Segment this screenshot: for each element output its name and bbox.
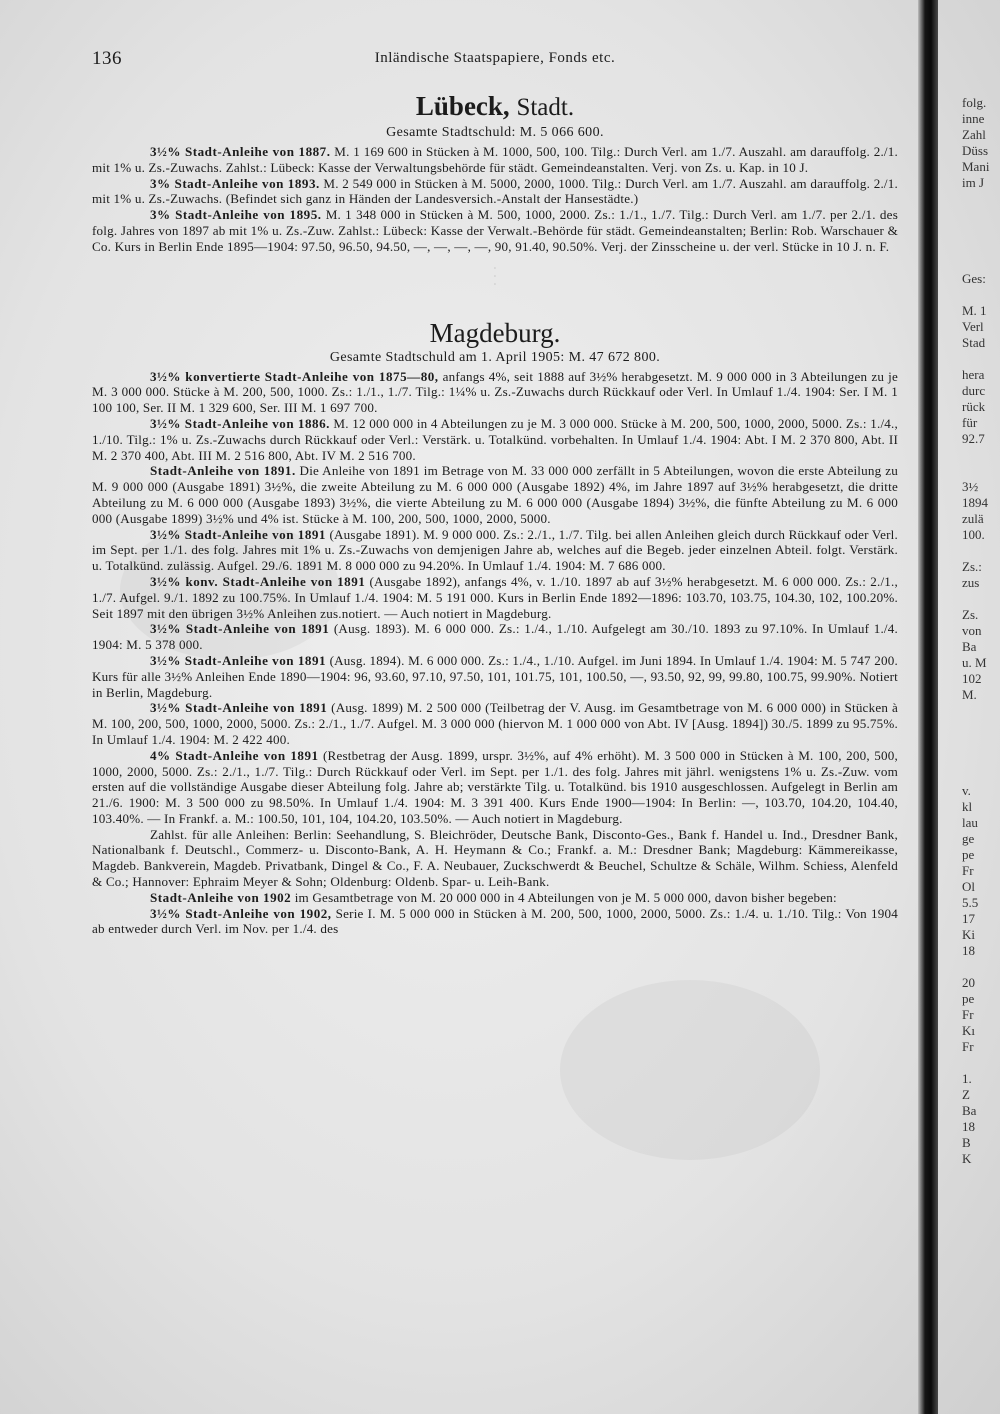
- bond-entry: [92, 463, 898, 526]
- bond-details: Zahlst. für alle Anleihen: Berlin: Seehandlung, S. Bleichröder, Deutsche Bank, Disconto-Ges., Bank f. Handel u. Ind., Dresdner Bank, Nationalbank f. Deutschl., Commerz- u. Disconto-Bank, A. H. Heymann & Co.; Frankf. a. M.: Dresdner Bank; Magdeburg: Kämmereikasse, Magdeb. Bankverein, Magdeb. Privatbank, Dingel & Co., F. A. Neubauer, Zuckschwerdt & Beuchel, Schultze & Schäle, Wilhm. Schiess, Alenfeld & Co.; Hannover: Ephraim Meyer & Sohn; Oldenburg: Oldenb. Spar- u. Leih-Bank.: [92, 826, 898, 890]
- bond-title: 3½% Stadt-Anleihe von 1902,: [150, 905, 332, 921]
- edge-fragment: Fr: [962, 863, 974, 878]
- edge-fragment: inne: [962, 111, 985, 126]
- edge-fragment: 5.5: [962, 895, 979, 910]
- edge-fragment: 102: [962, 671, 982, 686]
- edge-fragment: zus: [962, 575, 980, 590]
- edge-fragment: u. M: [962, 655, 987, 670]
- bond-details: M. 2 549 000 in Stücken à M. 5000, 2000, 1000. Tilg.: Durch Verl. am 1./7. Auszahl. am darauffolg. 2./1. mit 1% u. Zs.-Zuwachs. (Befindet sich ganz in Händen der Landesversich.-Anstalt der Hansestädte.): [92, 175, 898, 207]
- bond-entry: [92, 890, 898, 906]
- edge-fragment: [962, 1055, 1000, 1071]
- edge-fragment: von: [962, 623, 982, 638]
- edge-fragment: 100.: [962, 527, 985, 542]
- adjacent-page-edge: [962, 95, 1000, 1405]
- edge-fragment: Verl: [962, 319, 984, 334]
- section-title: Magdeburg.: [429, 317, 561, 348]
- bond-entry: [92, 527, 898, 574]
- bond-title: Stadt-Anleihe von 1902: [150, 889, 292, 905]
- total-debt-line: Gesamte Stadtschuld am 1. April 1905: M. 47 672 800.: [329, 349, 661, 365]
- edge-fragment: 18: [962, 1119, 975, 1134]
- edge-fragment: Zs.:: [962, 559, 982, 574]
- edge-fragment: Zahl: [962, 127, 986, 142]
- edge-fragment: zulä: [962, 511, 984, 526]
- edge-fragment: [962, 735, 1000, 751]
- edge-fragment: [962, 959, 1000, 975]
- edge-fragment: 1.: [962, 1071, 972, 1086]
- bond-entry: [92, 144, 898, 176]
- entry-list: [92, 369, 898, 938]
- bond-details: im Gesamtbetrage von M. 20 000 000 in 4 Abteilungen von je M. 5 000 000, davon bisher begeben:: [291, 889, 837, 905]
- bond-title: 3% Stadt-Anleihe von 1893.: [150, 175, 320, 191]
- edge-fragment: B: [962, 1135, 971, 1150]
- edge-fragment: [962, 751, 1000, 767]
- edge-fragment: [962, 255, 1000, 271]
- edge-fragment: [962, 703, 1000, 719]
- bond-entry: [92, 369, 898, 416]
- bond-entry: [92, 653, 898, 700]
- edge-fragment: Ges:: [962, 271, 986, 286]
- edge-fragment: Ba: [962, 1103, 977, 1118]
- edge-fragment: Ol: [962, 879, 975, 894]
- total-debt-line: Gesamte Stadtschuld: M. 5 066 600.: [386, 125, 604, 140]
- bond-title: 3½% konv. Stadt-Anleihe von 1891: [150, 573, 366, 589]
- edge-fragment: [962, 287, 1000, 303]
- edge-fragment: [962, 207, 1000, 223]
- bond-details: (Ausg. 1893). M. 6 000 000. Zs.: 1./4., 1./10. Aufgelegt am 30./10. 1893 zu 97.10%. In Umlauf 1./4. 1904: M. 5 378 000.: [92, 621, 898, 653]
- bond-title: 3½% Stadt-Anleihe von 1891: [150, 700, 328, 716]
- bond-entry: [92, 207, 898, 254]
- edge-fragment: Z: [962, 1087, 970, 1102]
- edge-fragment: M. 1: [962, 303, 987, 318]
- edge-fragment: pe: [962, 847, 975, 862]
- bond-entry: [92, 827, 898, 890]
- edge-fragment: [962, 463, 1000, 479]
- bond-details: (Restbetrag der Ausg. 1899, urspr. 3½%, auf 4% erhöht). M. 3 500 000 in Stücken à M. 100, 200, 500, 1000, 2000, 5000. Zs.: 2./1., 1./7. Tilg.: Durch Rückkauf oder Verl. im Sept. per 1./1. des folg. Jahres mit jährl. wenigstens 1% u. Zs.-Zuw. vom ersten auf die vollständige Ausgabe dieser Abteilung folg. Jahre ab; verstärkte Tilg. u. Totalkünd. bis 1910 ausgeschlossen. Aufgelegt in Berlin am 21./6. 1900: M. 3 500 000 zu 98.50%. In Umlauf 1./4. 1904: M. 3 391 400. Kurs Ende 1900—1904: In Berlin: —, 103.70, 104.20, 104.40, 103.40%. — In Frankf. a. M.: 100.50, 101, 104, 104.20, 103.50%. — Auch notiert in Magdeburg.: [92, 747, 898, 826]
- edge-fragment: 17: [962, 911, 975, 926]
- edge-fragment: Kı: [962, 1023, 975, 1038]
- section-title: [92, 90, 898, 124]
- bond-entry: [92, 416, 898, 463]
- section-luebeck: [92, 90, 898, 255]
- running-title: Inländische Staatspapiere, Fonds etc.: [374, 50, 616, 66]
- bond-entry: [92, 574, 898, 621]
- bond-title: 3½% Stadt-Anleihe von 1891: [150, 526, 326, 542]
- edge-fragment: [962, 239, 1000, 255]
- document-page: [92, 42, 898, 937]
- edge-fragment: [962, 767, 1000, 783]
- edge-fragment: [962, 543, 1000, 559]
- edge-fragment: 3½: [962, 479, 979, 494]
- bond-entry: [92, 748, 898, 827]
- bond-details: (Ausgabe 1891). M. 9 000 000. Zs.: 2./1., 1./7. Tilg. bei allen Anleihen gleich durch Rückkauf oder Verl. im Sept. per 1./1. des folg. Jahres mit 1% u. Zs.-Zuwachs von demjenigen Jahre ab, welches auf die Begeb. jeder einzelnen Abteil. folgt. Verstärk. u. Totalkünd. zulässig. Aufgel. 29./6. 1891 M. 8 000 000 zu 94.20%. In Umlauf 1./4. 1904: M. 7 686 000.: [92, 526, 898, 574]
- section-divider: · · ·: [493, 263, 497, 289]
- edge-fragment: Stad: [962, 335, 986, 350]
- bond-entry: [92, 621, 898, 653]
- edge-fragment: pe: [962, 991, 975, 1006]
- edge-fragment: Ba: [962, 639, 977, 654]
- bond-details: (Ausg. 1894). M. 6 000 000. Zs.: 1./4., 1./10. Aufgel. im Juni 1894. In Umlauf 1./4. 1904: M. 5 747 200. Kurs für alle 3½% Anleihen Ende 1890—1904: 96, 93.60, 97.10, 97.50, 101, 101.75, 101, 100.50, —, 93.50, 92, 99, 99.80, 100.75, 99.90%. Notiert in Berlin, Magdeburg.: [92, 652, 898, 700]
- edge-fragment: Düss: [962, 143, 989, 158]
- edge-fragment: [962, 719, 1000, 735]
- bond-title: 3½% Stadt-Anleihe von 1886.: [150, 415, 330, 431]
- bond-title: 3½% Stadt-Anleihe von 1891: [150, 652, 327, 668]
- edge-fragment: 18: [962, 943, 975, 958]
- edge-fragment: folg.: [962, 95, 987, 110]
- edge-fragment: 1894: [962, 495, 988, 510]
- edge-fragment: 92.7: [962, 431, 985, 446]
- book-gutter: [918, 0, 938, 1414]
- bond-details: M. 12 000 000 in 4 Abteilungen zu je M. 3 000 000. Stücke à M. 200, 500, 1000, 2000, 5000. Zs.: 1./4., 1./10. Tilg.: 1% u. Zs.-Zuwachs durch Rückkauf oder Verl.: Verstärk. u. Totalkünd. vorbehalten. In Umlauf 1./4. 1904: Abt. I M. 2 370 800, Abt. II M. 2 370 400, Abt. III M. 2 516 800, Abt. IV M. 2 516 700.: [92, 415, 898, 463]
- bond-details: Serie I. M. 5 000 000 in Stücken à M. 200, 500, 1000, 2000, 5000. Zs.: 1./4. u. 1./10. Tilg.: Von 1904 ab entweder durch Verl. im Nov. per 1./4. des: [92, 905, 899, 937]
- bond-title: 3½% Stadt-Anleihe von 1887.: [150, 144, 331, 159]
- edge-fragment: hera: [962, 367, 985, 382]
- edge-fragment: 20: [962, 975, 975, 990]
- section-magdeburg: [92, 317, 898, 938]
- bond-details: (Ausgabe 1892), anfangs 4%, v. 1./10. 1897 ab auf 3½% herabgesetzt. M. 6 000 000. Zs.: 2./1., 1./7. Aufgel. 9./1. 1892 zu 100.75%. In Umlauf 1./4. 1904: M. 5 191 000. Kurs in Berlin Ende 1892—1896: 103.70, 103.75, 104.30, 102, 100.20%. Seit 1897 mit den übrigen 3½% Anleihen zus.notiert. — Auch notiert in Magdeburg.: [92, 573, 898, 621]
- bond-title: 3½% konvertierte Stadt-Anleihe von 1875—80,: [150, 368, 439, 384]
- edge-fragment: [962, 591, 1000, 607]
- bond-title: Stadt-Anleihe von 1891.: [150, 463, 296, 479]
- edge-fragment: rück: [962, 399, 986, 414]
- bond-details: Die Anleihe von 1891 im Betrage von M. 33 000 000 zerfällt in 5 Abteilungen, wovon die erste Abteilung zu M. 9 000 000 (Ausgabe 1891) 3½%, die zweite Abteilung zu M. 6 000 000 (Ausgabe 1892) 4%, im Jahre 1897 auf 3½% herabgesetzt, die dritte Abteilung zu M. 6 000 000 (Ausgabe 1893) 3½%, die vierte Abteilung zu M. 6 000 000 (Ausgabe 1894) 3½%, die fünfte Abteilung zu M. 6 000 000 (Ausgabe 1899) 3½% und 4% ist. Stücke à M. 100, 200, 500, 1000, 2000, 5000.: [92, 463, 898, 526]
- edge-fragment: Zs.: [962, 607, 979, 622]
- edge-fragment: [962, 223, 1000, 239]
- bond-title: 3½% Stadt-Anleihe von 1891: [150, 621, 330, 637]
- edge-fragment: [962, 351, 1000, 367]
- bond-entry: [92, 176, 898, 208]
- edge-fragment: ge: [962, 831, 975, 846]
- edge-fragment: kl: [962, 799, 973, 814]
- edge-fragment: K: [962, 1151, 972, 1166]
- entry-list: [92, 144, 898, 255]
- bond-details: M. 1 169 600 in Stücken à M. 1000, 500, 100. Tilg.: Durch Verl. am 1./7. Auszahl. am darauffolg. 2./1. mit 1% u. Zs.-Zuwachs. Zahlst.: Lübeck: Kasse der Verwaltungsbehörde für städt. Gemeindeanstalten. Verj. von Zs. u. Kap. in 10 J.: [92, 144, 898, 175]
- edge-fragment: v.: [962, 783, 971, 798]
- page-number: 136: [92, 48, 122, 69]
- bond-entry: [92, 700, 898, 747]
- city-name: Lübeck,: [415, 91, 510, 121]
- bond-details: M. 1 348 000 in Stücken à M. 500, 1000, 2000. Zs.: 1./1., 1./7. Tilg.: Durch Verl. am 1./7. per 2./1. des folg. Jahres von 1897 ab mit 1% u. Zs.-Zuw. Zahlst.: Lübeck: Kasse der Verwalt.-Behörde für städt. Gemeindeanstalten; Berlin: Rob. Warschauer & Co. Kurs in Berlin Ende 1895—1904: 97.50, 96.50, 94.50, —, —, —, —, 90, 91.40, 90.50%. Verj. der Zinsscheine u. der verl. Stücke in 10 J. n. F.: [92, 207, 898, 254]
- city-qualifier: Stadt.: [516, 94, 575, 121]
- edge-fragment: durc: [962, 383, 986, 398]
- edge-fragment: [962, 447, 1000, 463]
- edge-fragment: für: [962, 415, 978, 430]
- bond-details: (Ausg. 1899) M. 2 500 000 (Teilbetrag der V. Ausg. im Gesamtbetrage von M. 6 000 000) in Stücken à M. 100, 200, 500, 1000, 2000, 5000. Zs.: 2./1., 1./7. Aufgel. M. 3 000 000 (hiervon M. 1 000 000 von Abt. IV [Ausg. 1894]) 30./5. 1899 zu 95.75%. In Umlauf 1./4. 1904: M. 2 422 400.: [92, 700, 898, 747]
- edge-fragment: im J: [962, 175, 985, 190]
- running-header: [92, 42, 898, 74]
- edge-fragment: [962, 191, 1000, 207]
- edge-fragment: lau: [962, 815, 978, 830]
- edge-fragment: Mani: [962, 159, 990, 174]
- bond-title: 4% Stadt-Anleihe von 1891: [150, 747, 319, 763]
- paper-stain: [560, 980, 820, 1160]
- bond-title: 3% Stadt-Anleihe von 1895.: [150, 207, 322, 223]
- edge-fragment: M.: [962, 687, 977, 702]
- bond-details: anfangs 4%, seit 1888 auf 3½% herabgesetzt. M. 9 000 000 in 3 Abteilungen zu je M. 3 000 000. Stücke à M. 200, 500, 1000. Zs.: 1./1., 1./7. Tilg.: 1¼% u. Zs.-Zuwachs durch Rückkauf oder Verl. In Umlauf 1./4. 1904: Ser. I M. 1 100 100, Ser. II M. 1 329 600, Ser. III M. 1 697 700.: [92, 368, 898, 416]
- edge-fragment: Ki: [962, 927, 975, 942]
- edge-fragment: Fr: [962, 1039, 974, 1054]
- bond-entry: [92, 906, 898, 938]
- edge-fragment: Fr: [962, 1007, 974, 1022]
